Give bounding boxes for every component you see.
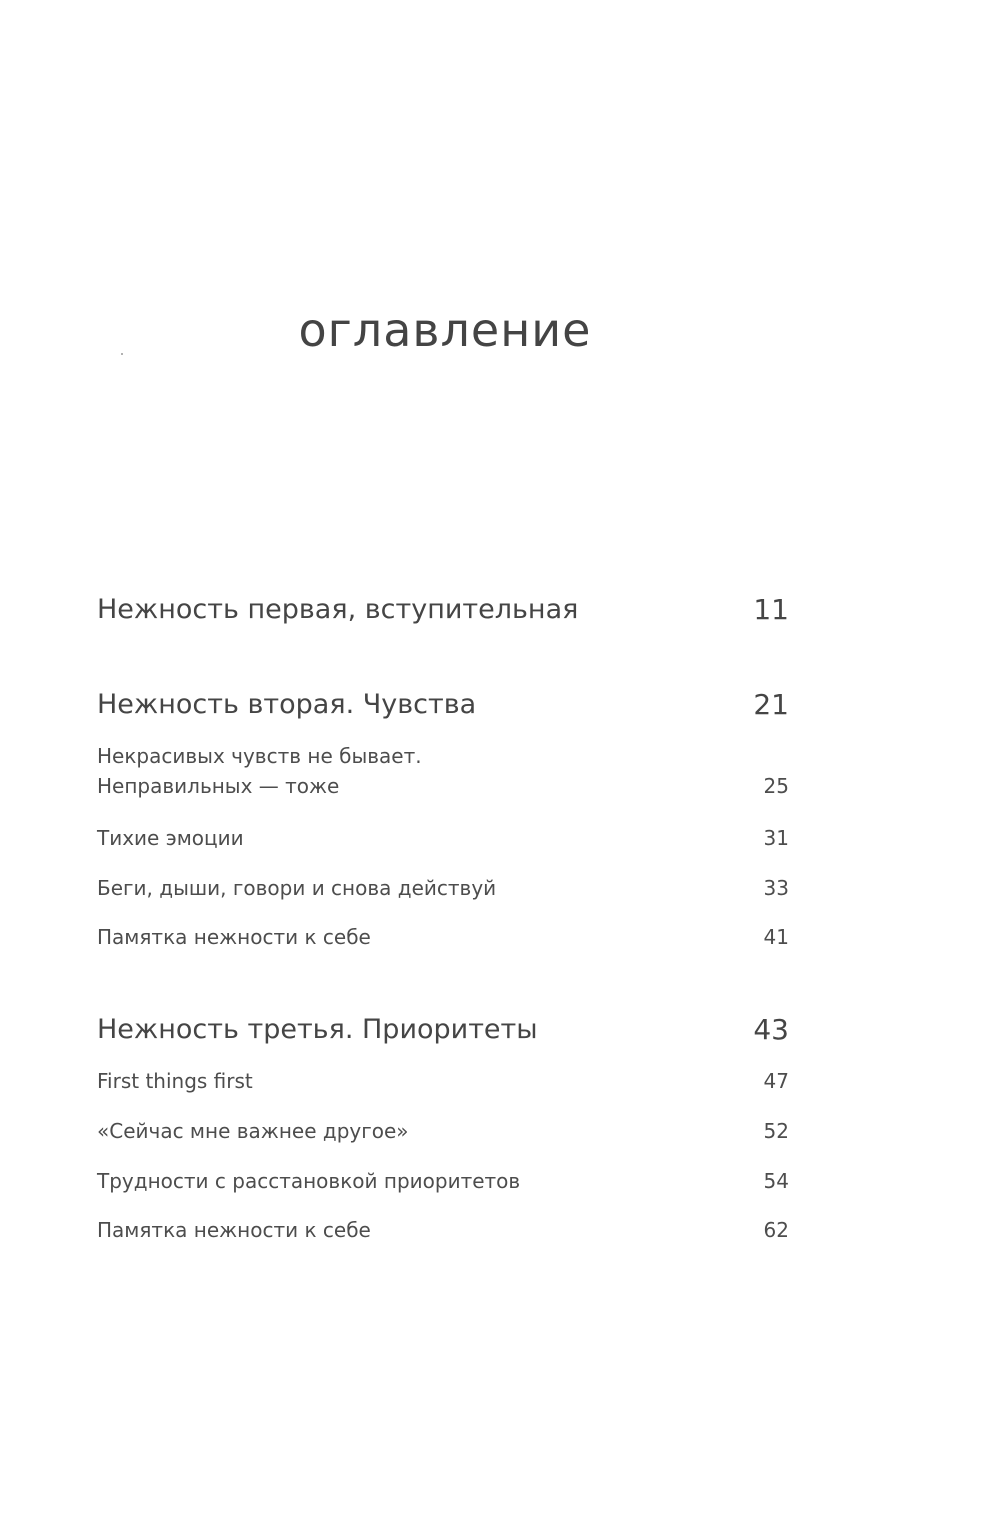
toc-entry-label: Нежность первая, вступительная [97, 594, 579, 625]
toc-entry-label: «Сейчас мне важнее другое» [97, 1119, 409, 1143]
toc-part-entry [97, 1013, 789, 1047]
toc-entry-page: 41 [763, 925, 789, 949]
toc-entry-label [97, 741, 697, 801]
toc-part-entry [97, 593, 789, 627]
toc-entry-page: 21 [753, 688, 789, 721]
toc-part-entry [97, 688, 789, 722]
toc-chapter-entry [97, 873, 789, 903]
toc-entry-page: 52 [763, 1119, 789, 1143]
toc-entry-page: 62 [763, 1218, 789, 1242]
toc-entry-page: 25 [763, 774, 789, 798]
toc-chapter-entry [97, 741, 789, 801]
toc-entry-label: Тихие эмоции [97, 826, 244, 850]
toc-chapter-entry [97, 1066, 789, 1096]
toc-entry-label: Нежность третья. Приоритеты [97, 1014, 538, 1045]
toc-entry-page: 31 [763, 826, 789, 850]
toc-entry-page: 43 [753, 1013, 789, 1046]
page-title: оглавление [298, 303, 592, 357]
toc-chapter-entry [97, 1215, 789, 1245]
toc-entry-label-line: Неправильных — тоже [97, 774, 340, 798]
toc-chapter-entry [97, 1166, 789, 1196]
toc-entry-label: Памятка нежности к себе [97, 925, 371, 949]
toc-chapter-entry [97, 823, 789, 853]
toc-entry-page: 11 [753, 593, 789, 626]
toc-chapter-entry [97, 922, 789, 952]
toc-entry-label: Нежность вторая. Чувства [97, 689, 477, 720]
toc-entry-label-line: Некрасивых чувств не бывает. [97, 744, 422, 768]
toc-entry-label: Трудности с расстановкой приоритетов [97, 1169, 521, 1193]
toc-entry-page: 54 [763, 1169, 789, 1193]
toc-entry-label: First things first [97, 1069, 253, 1093]
toc-entry-label: Беги, дыши, говори и снова действуй [97, 876, 497, 900]
toc-entry-label: Памятка нежности к себе [97, 1218, 371, 1242]
toc-chapter-entry [97, 1116, 789, 1146]
toc-entry-page: 47 [763, 1069, 789, 1093]
toc-entry-page: 33 [763, 876, 789, 900]
